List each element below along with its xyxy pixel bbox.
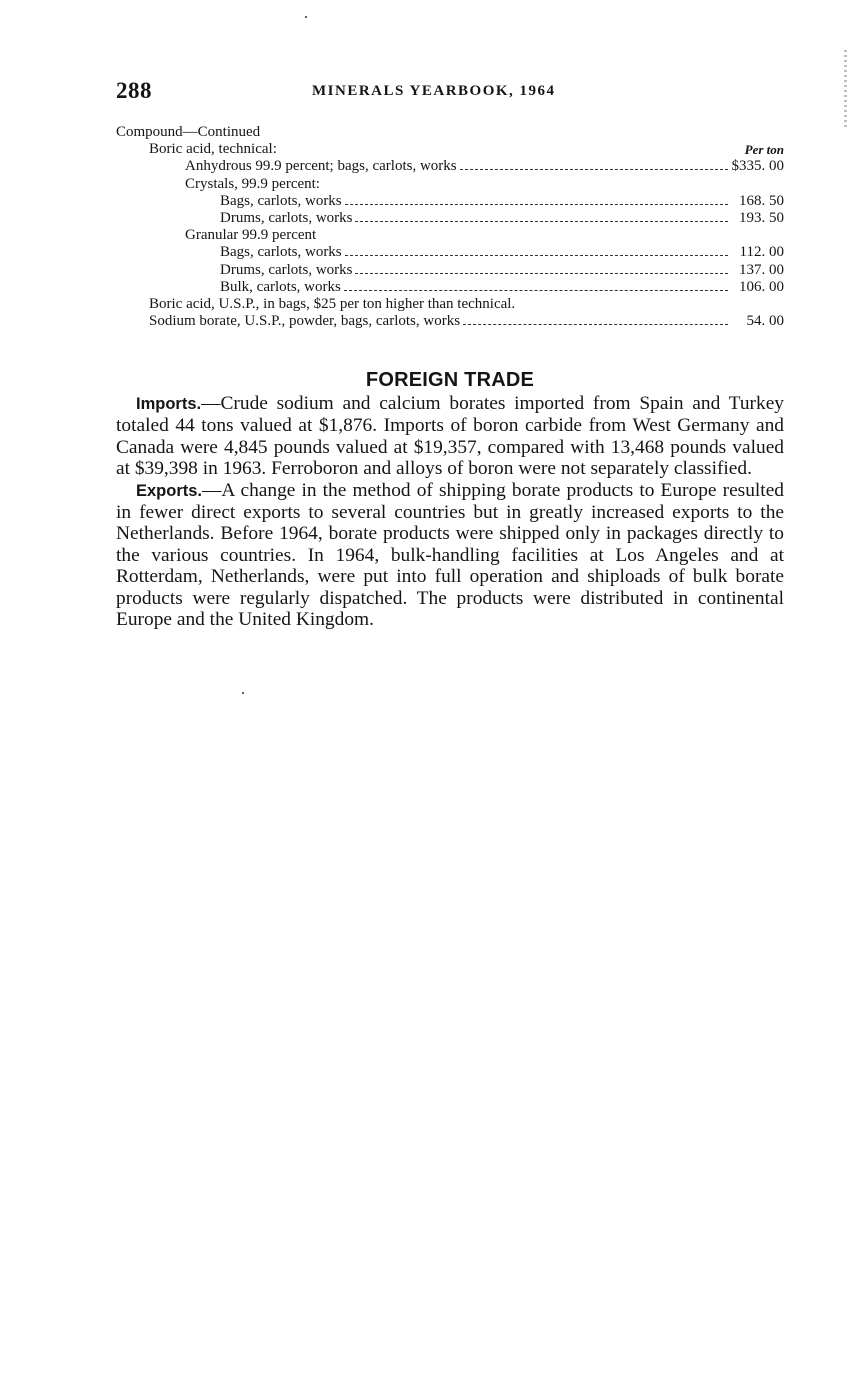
price-list — [116, 124, 784, 330]
price-value: 193. 50 — [739, 209, 784, 226]
price-list-label: Bags, carlots, works — [220, 192, 342, 209]
page-number: 288 — [116, 78, 152, 103]
running-title: MINERALS YEARBOOK, 1964 — [312, 83, 556, 99]
price-list-label: Anhydrous 99.9 percent; bags, carlots, works — [185, 158, 457, 175]
price-value: 137. 00 — [739, 261, 784, 278]
price-list-label: Compound—Continued — [116, 124, 261, 140]
price-list-label: Sodium borate, U.S.P., powder, bags, carlots, works — [149, 313, 461, 330]
price-list-row — [116, 193, 784, 210]
dot-leader — [355, 273, 728, 274]
price-list-row — [116, 279, 784, 296]
imports-paragraph — [116, 393, 784, 480]
dot-leader — [345, 255, 728, 256]
price-list-row — [116, 158, 784, 175]
scan-speck — [242, 692, 244, 694]
price-list-row — [116, 262, 784, 279]
price-value: 106. 00 — [739, 278, 784, 295]
scan-speck — [305, 16, 307, 18]
dot-leader — [355, 221, 728, 222]
price-list-label: Crystals, 99.9 percent: — [185, 175, 320, 192]
scan-edge-artifact — [844, 50, 847, 130]
price-list-label: Drums, carlots, works — [220, 209, 353, 226]
price-list-row — [116, 244, 784, 261]
price-value: 112. 00 — [739, 244, 784, 261]
price-list-row — [116, 176, 784, 193]
exports-paragraph — [116, 480, 784, 631]
page-header — [116, 78, 784, 106]
price-list-label: Granular 99.9 percent — [185, 227, 317, 244]
price-list-label: Bags, carlots, works — [220, 244, 342, 261]
price-list-row — [116, 313, 784, 330]
price-list-label: Boric acid, technical: — [149, 141, 277, 158]
price-list-label: Boric acid, U.S.P., in bags, $25 per ton higher than technical. — [149, 295, 516, 312]
price-list-row — [116, 210, 784, 227]
dot-leader — [345, 204, 728, 205]
price-list-row — [116, 296, 784, 313]
exports-run-in-heading: Exports. — [136, 481, 203, 500]
exports-text: —A change in the method of shipping borate products to Europe resulted in fewer direct exports to several countries but in greatly increased exports to the Netherlands. Before 1964, borate products were shipped only in packages directly to the various countries. In 1964, bulk-handling facilities at Los Angeles and at Rotterdam, Netherlands, were put into full operation and shiploads of bulk borate products were regularly dispatched. The products were distributed in continental Europe and the United Kingdom. — [116, 479, 784, 631]
foreign-trade-body — [116, 393, 784, 630]
price-list-label: Drums, carlots, works — [220, 261, 353, 278]
price-list-label: Bulk, carlots, works — [220, 278, 341, 295]
dot-leader — [463, 324, 728, 325]
price-list-row — [116, 141, 784, 158]
imports-run-in-heading: Imports. — [136, 395, 202, 413]
price-value: $335. 00 — [731, 158, 784, 175]
section-heading: FOREIGN TRADE — [365, 368, 535, 391]
unit-column-heading: Per ton — [744, 142, 784, 158]
price-value: 168. 50 — [739, 192, 784, 209]
dot-leader — [344, 290, 728, 291]
dot-leader — [460, 169, 728, 170]
price-list-row — [116, 227, 784, 244]
price-list-row — [116, 124, 784, 141]
imports-text: —Crude sodium and calcium borates imported from Spain and Turkey totaled 44 tons valued at $1,876. Imports of boron carbide from West Germany and Canada were 4,845 pounds valued at $19,357, compared with 13,468 pounds valued at $39,398 in 1963. Ferroboron and alloys of boron were not separately classified. — [116, 393, 784, 480]
price-value: 54. 00 — [746, 313, 784, 330]
